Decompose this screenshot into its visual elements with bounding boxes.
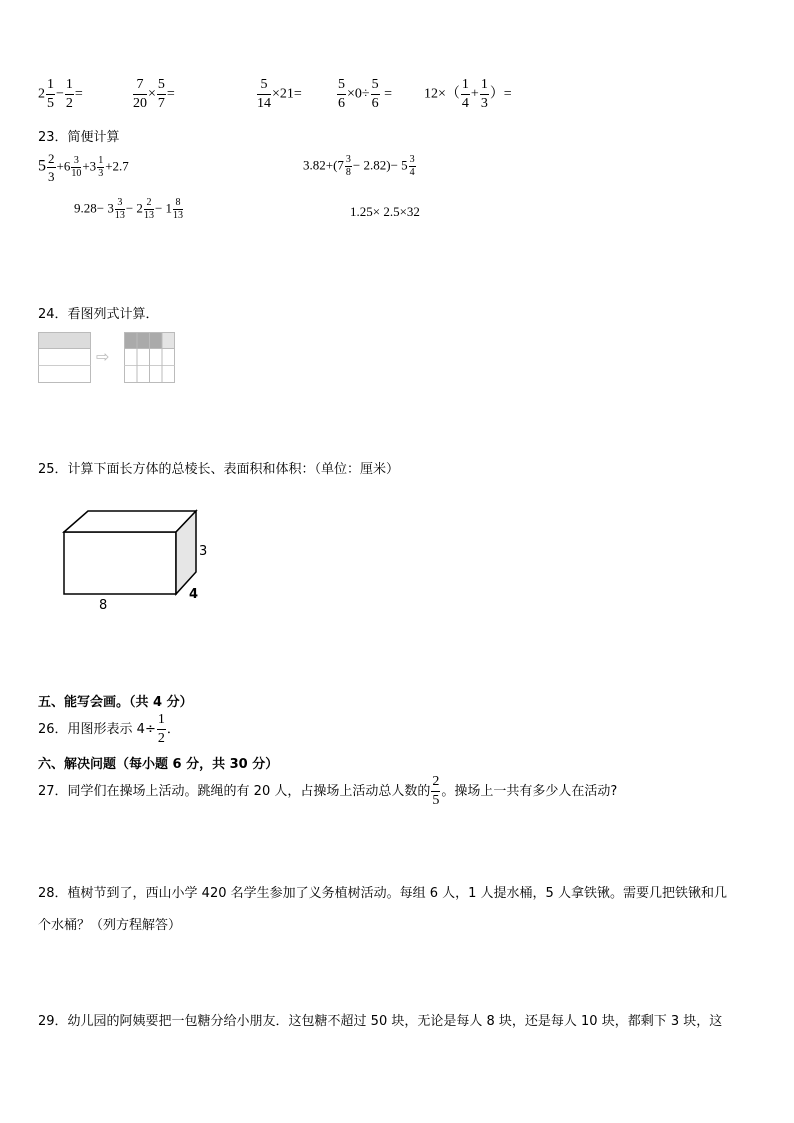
q23-expr-d: 1.25× 2.5×32 — [350, 204, 420, 219]
expr-22-5: 12×（ $\frac{1}{4}$ + $\frac{1}{3}$ ）= — [424, 77, 512, 111]
q23-expr-c: 9.28− 3 $\frac{3}{13}$ − 2 $\frac{2}{13}$ − 1 $\frac{8}{13}$ — [74, 197, 184, 221]
q24-arrow: ⇨ — [96, 347, 110, 366]
q26: 26．用图形表示 4÷ $\frac{1}{2}$ ． — [38, 712, 180, 746]
q23-label: 23．简便计算 — [38, 130, 120, 145]
q27: 27．同学们在操场上活动。跳绳的有 20 人，占操场上活动总人数的 $\frac{2}{5}$ 。操场上一共有多少人在活动? — [38, 774, 618, 808]
expr-22-1: 2 $\frac{1}{5}$ − $\frac{1}{2}$ = — [38, 77, 83, 111]
q24-figure — [38, 332, 178, 384]
cuboid-figure — [60, 508, 220, 618]
cuboid-top — [64, 511, 196, 532]
q23-expr-b: 3.82+(7 $\frac{3}{8}$ − 2.82)− 5 $\frac{3}{4}$ — [303, 154, 415, 178]
expr-22-3: $\frac{5}{14}$ ×21= — [257, 77, 302, 111]
cuboid-width-label: 4 — [189, 587, 199, 602]
q25-label: 25．计算下面长方体的总棱长、表面积和体积：（单位：厘米） — [38, 462, 400, 477]
q28-line1: 28．植树节到了，西山小学 420 名学生参加了义务植树活动。每组 6 人，1 人提水桶，5 人拿铁锹。需要几把铁锹和几 — [38, 886, 727, 901]
q28-line2: 个水桶？（列方程解答） — [38, 918, 182, 933]
q23-expr-a: 5 $\frac{2}{3}$ +6 $\frac{3}{10}$ +3 $\frac{1}{3}$ +2.7 — [38, 151, 129, 184]
q24-right-grid — [125, 333, 175, 383]
cuboid-length-label: 8 — [99, 598, 108, 613]
section-5-title: 五、能写会画。（共 4 分） — [38, 695, 193, 710]
q24-left-shaded — [39, 333, 91, 349]
q24-label: 24．看图列式计算． — [38, 307, 159, 322]
expr-22-4: $\frac{5}{6}$ ×0÷ $\frac{5}{6}$ = — [338, 77, 392, 111]
cuboid-height-label: 3 — [199, 544, 208, 559]
expr-22-2: $\frac{7}{20}$ × $\frac{5}{7}$ = — [133, 77, 175, 111]
q29-line1: 29．幼儿园的阿姨要把一包糖分给小朋友．这包糖不超过 50 块，无论是每人 8 块，还是每人 10 块，都剩下 3 块，这 — [38, 1014, 723, 1029]
cuboid-front — [64, 532, 176, 594]
section-6-title: 六、解决问题（每小题 6 分，共 30 分） — [38, 757, 279, 772]
